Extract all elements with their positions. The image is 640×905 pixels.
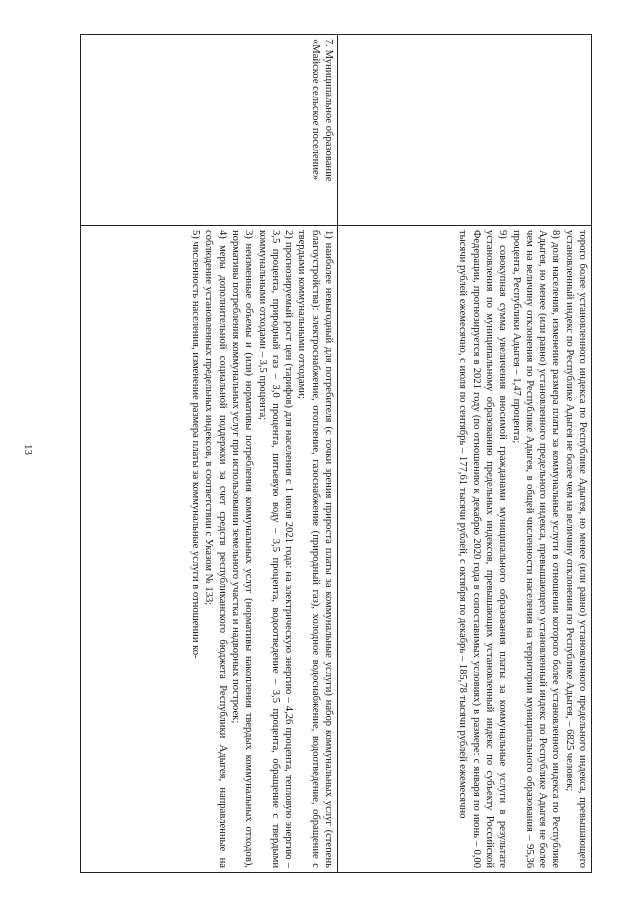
list-item: 5) численность населения, изменение размера платы за коммунальные услуги в отношении ко-	[190, 230, 202, 659]
conditions-cell	[81, 226, 338, 873]
list-item: 3) неизменные объемы и (или) нормативы потребления коммунальных услуг (нормативы накопления твердых коммунальных отходов), нормативы потребления коммунальных услуг при использовании земельного участка и надворных построек;	[229, 230, 255, 868]
page-number: 13	[22, 444, 34, 455]
rotated-page-content	[80, 34, 592, 870]
municipality-name: 7. Муниципальное образование «Майское сельское поселение»	[309, 39, 334, 182]
list-item: 4) меры дополнительной социальной поддержки за счет средств республиканского бюджета Республики Адыгея, направленные на соблюдение установленных предельных индексов, в соответствии с Указом № 133;	[203, 230, 228, 868]
table-row	[338, 35, 592, 873]
list-item: 2) прогнозируемый рост цен (тарифов) для населения с 1 июля 2021 года: на электрическую энергию – 4,26 процента, тепловую энергию – 3,5 процента, природный газ – 3,0 процента, питьевую воду – 3,5 процента, водоотведение – 3,5 процента, обращение с твердыми коммунальными отходами – 3,5 процента;	[256, 230, 295, 868]
list-item: 1) наиболее невыгодный для потребителя (с точки зрения прироста платы за коммунальные услуги) набор коммунальных услуг (степень благоустройства): электроснабжение, отопление, газоснабжение (природный газ), холодное водоснабжение, водоотведение, обращение с твердыми коммунальными отходами;	[296, 230, 334, 868]
list-item: 9) совокупная сумма увеличения вносимой гражданами муниципального образования платы за коммунальные услуги в результате установления по муниципальному образованию предельных индексов, превышающих установленный индекс по субъекту Российской Федерации, прогнозируется в 2021 году (по отношению к декабрю 2020 года в сопоставимых условиях) в размере: с января по июнь – 0,00 тысячи рублей ежемесячно, с июля по сентябрь – 177,61 тысячи рублей, с октября по декабрь – 185,78 тысячи рублей ежемесячно	[457, 230, 509, 868]
list-item: 8) доля населения, изменение размера платы за коммунальные услуги в отношении которого более установленного индекса по Республике Адыгея, но менее (или равно) установленного предельного индекса, превышающего установленный индекс по Республике Адыгея не более чем на величину отклонения по Республике Адыгея, в общей численности населения на территории муниципального образования – 95,36 процента, Республики Адыгея – 1,47 процента;	[510, 230, 562, 868]
table-row	[81, 35, 338, 873]
list-item: торого более установленного индекса по Республике Адыгея, но менее (или равно) установленного предельного индекса, превышающего установленный индекс по Республике Адыгея не более чем на величину отклонения по Республике Адыгея, – 6825 человек;	[563, 230, 588, 868]
municipality-cell	[338, 35, 592, 226]
conditions-cell	[338, 226, 592, 873]
municipality-cell	[81, 35, 338, 226]
document-table	[80, 34, 592, 873]
